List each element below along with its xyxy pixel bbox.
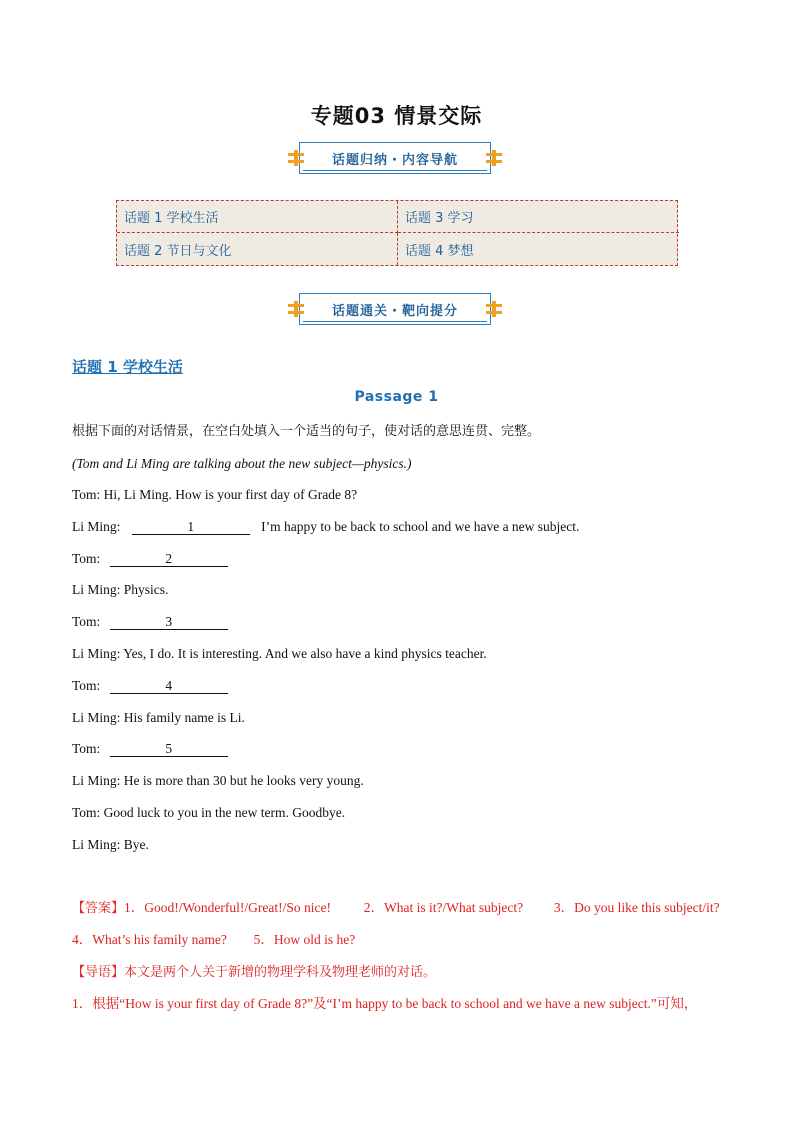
- section-heading[interactable]: 话题 1 学校生活: [72, 358, 183, 376]
- practice-banner: [299, 293, 491, 325]
- dialogue-line: Tom: Good luck to you in the new term. Goodbye.: [72, 805, 346, 820]
- topic-cell[interactable]: 话题 2 节日与文化: [117, 233, 398, 265]
- dialogue-line: Tom: Hi, Li Ming. How is your first day of Grade 8?: [72, 487, 358, 502]
- speaker: Li Ming:: [72, 519, 121, 534]
- nav-banner: [299, 142, 491, 174]
- dialogue-line: [72, 518, 579, 536]
- context-text: (Tom and Li Ming are talking about the new subject—physics.): [72, 456, 412, 471]
- dialogue-line: Li Ming: His family name is Li.: [72, 710, 245, 725]
- topic-cell[interactable]: 话题 4 梦想: [405, 243, 474, 259]
- topic-cell[interactable]: 话题 3 学习: [398, 201, 679, 233]
- passage-title: Passage 1: [354, 389, 439, 405]
- dialogue-line: [72, 613, 228, 631]
- answer-item: 1．Good!/Wonderful!/Great!/So nice!: [124, 900, 331, 915]
- dialogue-text: I’m happy to be back to school and we have a new subject.: [261, 519, 580, 534]
- answer-line: [72, 899, 720, 918]
- nav-banner-label: 话题归纳・内容导航: [331, 152, 458, 168]
- answer-item: 5．How old is he?: [253, 932, 356, 947]
- banner-left-ornament-icon: [288, 150, 304, 166]
- dialogue-line: [72, 550, 228, 568]
- dialogue-line: Li Ming: He is more than 30 but he looks very young.: [72, 773, 364, 788]
- guide-line: [72, 963, 436, 982]
- banner-left-ornament-icon: [288, 301, 304, 317]
- answer-tag: 【答案】: [72, 901, 125, 916]
- page-title: 专题03 情景交际: [310, 104, 483, 128]
- speaker: Tom:: [72, 551, 101, 566]
- dialogue-line: Li Ming: Physics.: [72, 582, 169, 597]
- dialogue-line: Li Ming: Yes, I do. It is interesting. And we also have a kind physics teacher.: [72, 646, 487, 661]
- banner-right-ornament-icon: [486, 301, 502, 317]
- explanation-line: 1．根据“How is your first day of Grade 8?”及“I’m happy to be back to school and we have a new subject.”可知，: [72, 996, 698, 1011]
- answer-blank[interactable]: 4: [110, 678, 228, 694]
- topic-table: [116, 200, 678, 266]
- answer-blank[interactable]: 2: [110, 551, 228, 567]
- answer-item: 3．Do you like this subject/it?: [553, 900, 720, 915]
- speaker: Tom:: [72, 741, 101, 756]
- guide-text: 本文是两个人关于新增的物理学科及物理老师的对话。: [124, 965, 437, 980]
- dialogue-line: [72, 677, 228, 695]
- answer-blank[interactable]: 5: [110, 741, 228, 757]
- answer-item: 4．What’s his family name?: [72, 932, 227, 947]
- practice-banner-label: 话题通关・靶向提分: [331, 303, 458, 319]
- answer-blank[interactable]: 1: [132, 519, 250, 535]
- instruction-text: 根据下面的对话情景，在空白处填入一个适当的句子，使对话的意思连贯、完整。: [72, 424, 541, 439]
- topic-cell[interactable]: 话题 1 学校生活: [117, 201, 398, 233]
- answer-item: 2．What is it?/What subject?: [363, 900, 524, 915]
- answer-line: [72, 931, 355, 949]
- speaker: Tom:: [72, 678, 101, 693]
- guide-tag: 【导语】: [72, 965, 125, 980]
- dialogue-line: Li Ming: Bye.: [72, 837, 149, 852]
- answer-blank[interactable]: 3: [110, 614, 228, 630]
- speaker: Tom:: [72, 614, 101, 629]
- dialogue-line: [72, 740, 228, 758]
- banner-right-ornament-icon: [486, 150, 502, 166]
